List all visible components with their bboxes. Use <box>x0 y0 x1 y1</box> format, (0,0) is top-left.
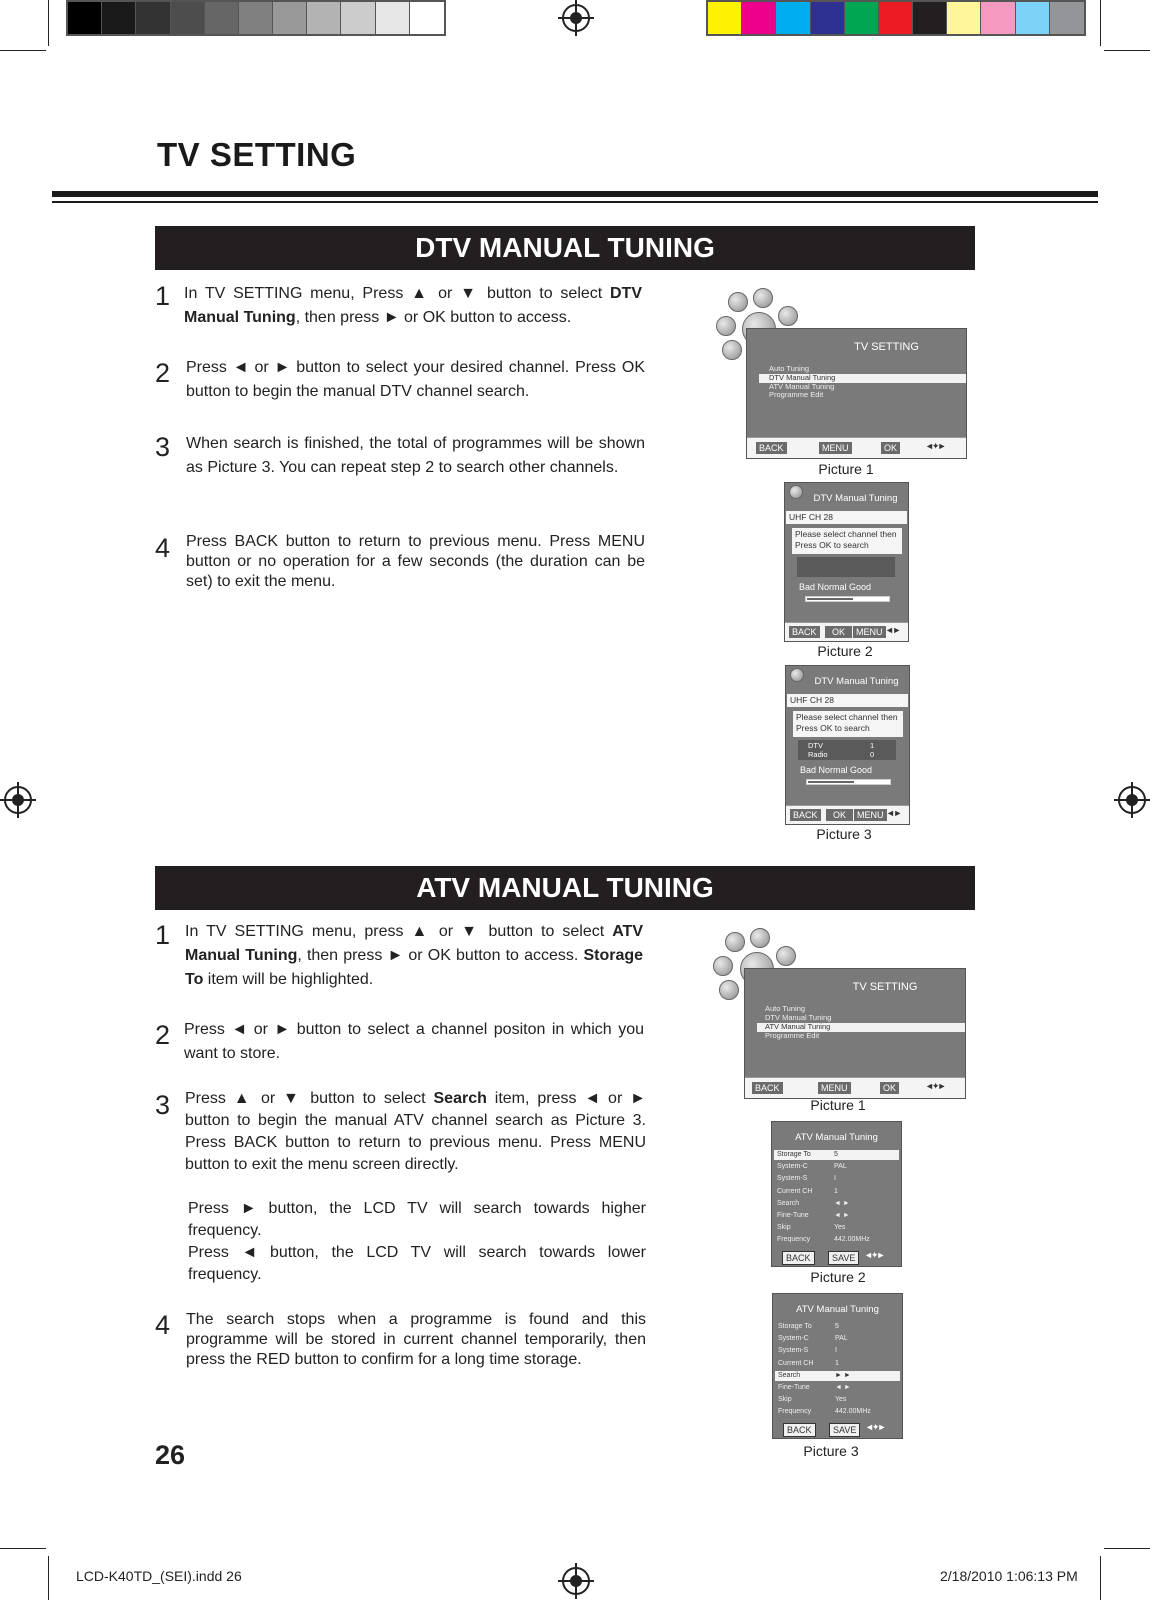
crop-mark <box>48 0 49 46</box>
signal-fill <box>807 598 853 600</box>
page-title: TV SETTING <box>157 136 357 173</box>
color-swatch <box>776 2 810 34</box>
dtv-step-3-text: When search is finished, the total of programmes will be shown as Picture 3. You can repeat step 2 to search other channels. <box>186 435 645 476</box>
row-label: Fine-Tune <box>778 1384 810 1391</box>
color-swatch <box>845 2 879 34</box>
menu-icon-time <box>722 340 742 360</box>
row-value: PAL <box>835 1335 848 1343</box>
back-button: BACK <box>783 1423 816 1437</box>
prompt-line-1: Please select channel then <box>796 712 898 722</box>
screen-title: ATV Manual Tuning <box>796 1304 879 1315</box>
dtv-step-4-text: Press BACK button to return to previous menu. Press MENU button or no operation for a few seconds (the duration can be set) to exit the menu. <box>186 533 645 590</box>
menu-item-atv-manual-tuning: ATV Manual Tuning <box>769 382 835 391</box>
row-label: Skip <box>777 1224 791 1232</box>
crop-mark <box>1100 1556 1101 1600</box>
table-row <box>775 1407 900 1417</box>
signal-labels: Bad Normal Good <box>800 765 873 775</box>
dtv-picture-2-caption: Picture 2 <box>817 643 873 659</box>
table-row <box>774 1235 899 1245</box>
result-box <box>797 557 895 577</box>
menu-item-programme-edit: Programme Edit <box>765 1031 820 1040</box>
row-value: 1 <box>834 1187 838 1195</box>
row-value: ◄ ► <box>834 1199 850 1207</box>
screen-footer <box>773 1420 902 1438</box>
row-value: 5 <box>834 1151 838 1158</box>
channel-row: UHF CH 28 <box>786 511 907 524</box>
search-prompt <box>792 528 902 554</box>
ok-button: OK <box>826 809 853 821</box>
crop-mark <box>1104 1548 1150 1549</box>
table-row <box>774 1211 899 1221</box>
row-label: System-C <box>777 1163 808 1171</box>
color-swatch <box>913 2 947 34</box>
signal-fill <box>808 781 854 783</box>
dtv-picture-1-caption: Picture 1 <box>818 461 874 477</box>
row-value: Yes <box>835 1396 847 1404</box>
registration-mark-icon <box>562 1567 590 1595</box>
dtv-count-label: DTV <box>808 741 823 750</box>
menu-button: MENU <box>853 626 886 638</box>
table-row <box>774 1199 899 1209</box>
back-button: BACK <box>756 442 787 454</box>
grayscale-bar <box>66 0 446 36</box>
crop-mark <box>0 50 46 51</box>
dtv-count-value: 1 <box>870 741 875 750</box>
dtv-step-2-number: 2 <box>155 358 171 388</box>
row-value: 442.00MHz <box>835 1408 871 1416</box>
menu-button: MENU <box>819 442 852 454</box>
gray-swatch <box>239 2 273 34</box>
screen-title: DTV Manual Tuning <box>813 493 898 504</box>
row-value: 5 <box>835 1323 839 1330</box>
registration-mark-icon <box>1118 786 1146 814</box>
radio-count-value: 0 <box>870 750 875 759</box>
ok-button: OK <box>880 1082 899 1094</box>
row-label: System-S <box>778 1347 809 1355</box>
row-value: Yes <box>834 1224 846 1232</box>
color-swatch <box>708 2 742 34</box>
page-number: 26 <box>155 1440 186 1470</box>
atv-picture-3-screen <box>772 1293 903 1439</box>
row-value: PAL <box>834 1163 847 1171</box>
color-swatch <box>947 2 981 34</box>
dtv-step-1-text: In TV SETTING menu, Press ▲ or ▼ button to select DTV Manual Tuning, then press ► or OK button to access. <box>184 285 642 326</box>
atv-step-1-number: 1 <box>155 920 171 950</box>
atv-picture-3-caption: Picture 3 <box>803 1443 859 1459</box>
row-label: Search <box>778 1371 801 1379</box>
save-button: SAVE <box>829 1423 860 1437</box>
menu-button: MENU <box>854 809 887 821</box>
crop-mark <box>1104 50 1150 51</box>
menu-icon-sound <box>713 956 733 976</box>
row-label: Storage To <box>777 1151 811 1158</box>
menu-icon-lock <box>778 306 798 326</box>
footer-filename: LCD-K40TD_(SEI).indd 26 <box>76 1568 242 1584</box>
table-row <box>775 1371 900 1381</box>
table-row <box>775 1322 900 1332</box>
atv-banner: ATV MANUAL TUNING <box>155 866 975 910</box>
table-row <box>774 1187 899 1197</box>
row-value: ► ► <box>835 1371 851 1379</box>
screen-footer <box>747 437 966 458</box>
dtv-step-3-number: 3 <box>155 432 171 462</box>
menu-icon-picture <box>725 932 745 952</box>
channel-row: UHF CH 28 <box>787 694 908 707</box>
screen-title: TV SETTING <box>852 981 918 993</box>
search-prompt <box>793 711 903 737</box>
table-row <box>775 1383 900 1393</box>
dtv-step-2-text: Press ◄ or ► button to select your desired channel. Press OK button to begin the manual DTV channel search. <box>186 359 645 400</box>
crop-mark <box>1100 0 1101 46</box>
atv-step-3-lower-note: Press ◄ button, the LCD TV will search towards lower frequency. <box>188 1244 646 1283</box>
dtv-picture-3-screen <box>785 665 910 825</box>
signal-bar <box>806 779 891 785</box>
screen-title: TV SETTING <box>854 341 919 353</box>
table-row <box>775 1346 900 1356</box>
screen-footer <box>785 622 908 641</box>
row-value: ◄ ► <box>835 1384 851 1391</box>
table-row <box>775 1359 900 1369</box>
gray-swatch <box>341 2 375 34</box>
menu-item-auto-tuning: Auto Tuning <box>769 364 810 373</box>
dpad-icon: ◄✦► <box>864 1250 884 1260</box>
result-box <box>798 740 896 760</box>
gray-swatch <box>68 2 102 34</box>
row-label: Skip <box>778 1396 792 1404</box>
crop-mark <box>48 1556 49 1600</box>
radio-count-label: Radio <box>808 750 828 759</box>
dpad-icon: ◄✦► <box>925 441 945 451</box>
menu-item-programme-edit: Programme Edit <box>769 390 824 399</box>
title-rule <box>52 191 1098 197</box>
table-row <box>774 1174 899 1184</box>
atv-step-3-higher-note: Press ► button, the LCD TV will search towards higher frequency. <box>188 1200 646 1239</box>
ok-button: OK <box>825 626 852 638</box>
atv-picture-1-caption: Picture 1 <box>810 1097 866 1113</box>
prompt-line-1: Please select channel then <box>795 529 897 539</box>
row-label: Current CH <box>777 1187 813 1195</box>
menu-icon-settings <box>753 288 773 308</box>
table-row <box>775 1395 900 1405</box>
row-label: Frequency <box>778 1408 812 1416</box>
color-swatch <box>879 2 913 34</box>
atv-picture-1-screen <box>744 968 966 1099</box>
row-value: ◄ ► <box>834 1212 850 1219</box>
dtv-step-4-number: 4 <box>155 533 171 563</box>
table-row <box>774 1150 899 1160</box>
color-swatch <box>981 2 1015 34</box>
color-swatch <box>1016 2 1050 34</box>
registration-mark-icon <box>4 786 32 814</box>
signal-labels: Bad Normal Good <box>799 582 872 592</box>
row-label: System-S <box>777 1175 808 1183</box>
screen-title: DTV Manual Tuning <box>814 676 899 687</box>
dtv-screen-icon <box>789 485 803 499</box>
prompt-line-2: Press OK to search <box>796 723 870 733</box>
dpad-icon: ◄✦► <box>865 1422 885 1432</box>
dtv-screen-icon <box>790 668 804 682</box>
left-right-arrows-icon: ◄ ► <box>886 808 901 818</box>
menu-item-auto-tuning: Auto Tuning <box>765 1004 806 1013</box>
atv-step-2-text: Press ◄ or ► button to select a channel positon in which you want to store. <box>184 1021 644 1062</box>
menu-icon-settings <box>750 928 770 948</box>
color-swatch <box>811 2 845 34</box>
menu-item-dtv-manual-tuning: DTV Manual Tuning <box>765 1013 832 1022</box>
atv-step-3-text: Press ▲ or ▼ button to select Search item, press ◄ or ► button to begin the manual ATV channel search as Picture 3. Press BACK button to return to previous menu. Press MENU button to exit the menu screen directly. <box>185 1090 646 1173</box>
back-button: BACK <box>790 809 821 821</box>
row-label: Fine-Tune <box>777 1212 809 1219</box>
gray-swatch <box>205 2 239 34</box>
ok-button: OK <box>881 442 900 454</box>
gray-swatch <box>307 2 341 34</box>
table-row <box>775 1334 900 1344</box>
dtv-picture-1-screen <box>746 328 967 459</box>
dtv-step-1-number: 1 <box>155 281 171 311</box>
signal-bar <box>805 596 890 602</box>
screen-footer <box>786 805 909 824</box>
menu-item-dtv-manual-tuning: DTV Manual Tuning <box>769 373 836 382</box>
menu-button: MENU <box>818 1082 851 1094</box>
crop-mark <box>0 1548 46 1549</box>
screen-footer <box>772 1248 901 1266</box>
atv-step-3-number: 3 <box>155 1090 171 1120</box>
atv-picture-2-screen <box>771 1121 902 1267</box>
row-label: Search <box>777 1199 800 1207</box>
screen-title: ATV Manual Tuning <box>795 1132 878 1143</box>
back-button: BACK <box>789 626 820 638</box>
dpad-icon: ◄✦► <box>925 1081 945 1091</box>
atv-picture-2-caption: Picture 2 <box>810 1269 866 1285</box>
atv-step-1-text: In TV SETTING menu, press ▲ or ▼ button to select ATV Manual Tuning, then press ► or OK button to access. Storage To item will be highlighted. <box>185 923 644 988</box>
color-swatch <box>1050 2 1084 34</box>
row-label: System-C <box>778 1335 809 1343</box>
row-value: 442.00MHz <box>834 1236 870 1244</box>
row-value: 1 <box>835 1359 839 1367</box>
back-button: BACK <box>782 1251 815 1265</box>
menu-icon-picture <box>728 292 748 312</box>
gray-swatch <box>171 2 205 34</box>
gray-swatch <box>376 2 410 34</box>
row-label: Current CH <box>778 1359 814 1367</box>
prompt-line-2: Press OK to search <box>795 540 869 550</box>
row-label: Storage To <box>778 1323 812 1330</box>
gray-swatch <box>136 2 170 34</box>
table-row <box>774 1223 899 1233</box>
row-value: I <box>835 1347 837 1355</box>
row-value: I <box>834 1175 836 1183</box>
row-label: Frequency <box>777 1236 811 1244</box>
save-button: SAVE <box>828 1251 859 1265</box>
atv-step-4-number: 4 <box>155 1310 171 1340</box>
dtv-banner: DTV MANUAL TUNING <box>155 226 975 270</box>
menu-icon-lock <box>776 946 796 966</box>
footer-timestamp: 2/18/2010 1:06:13 PM <box>940 1568 1078 1584</box>
registration-mark-icon <box>562 4 590 32</box>
dtv-picture-2-screen <box>784 482 909 642</box>
screen-footer <box>745 1077 965 1098</box>
gray-swatch <box>102 2 136 34</box>
color-bar <box>706 0 1086 36</box>
color-swatch <box>742 2 776 34</box>
dtv-picture-3-caption: Picture 3 <box>816 826 872 842</box>
menu-icon-time <box>719 980 739 1000</box>
table-row <box>774 1162 899 1172</box>
gray-swatch <box>410 2 444 34</box>
back-button: BACK <box>752 1082 783 1094</box>
title-rule-thin <box>52 201 1098 203</box>
gray-swatch <box>273 2 307 34</box>
atv-step-2-number: 2 <box>155 1020 171 1050</box>
menu-icon-sound <box>716 316 736 336</box>
atv-step-4-text: The search stops when a programme is found and this programme will be stored in current channel temporarily, then press the RED button to confirm for a long time storage. <box>186 1311 646 1368</box>
left-right-arrows-icon: ◄ ► <box>885 625 900 635</box>
menu-item-atv-manual-tuning: ATV Manual Tuning <box>765 1022 831 1031</box>
